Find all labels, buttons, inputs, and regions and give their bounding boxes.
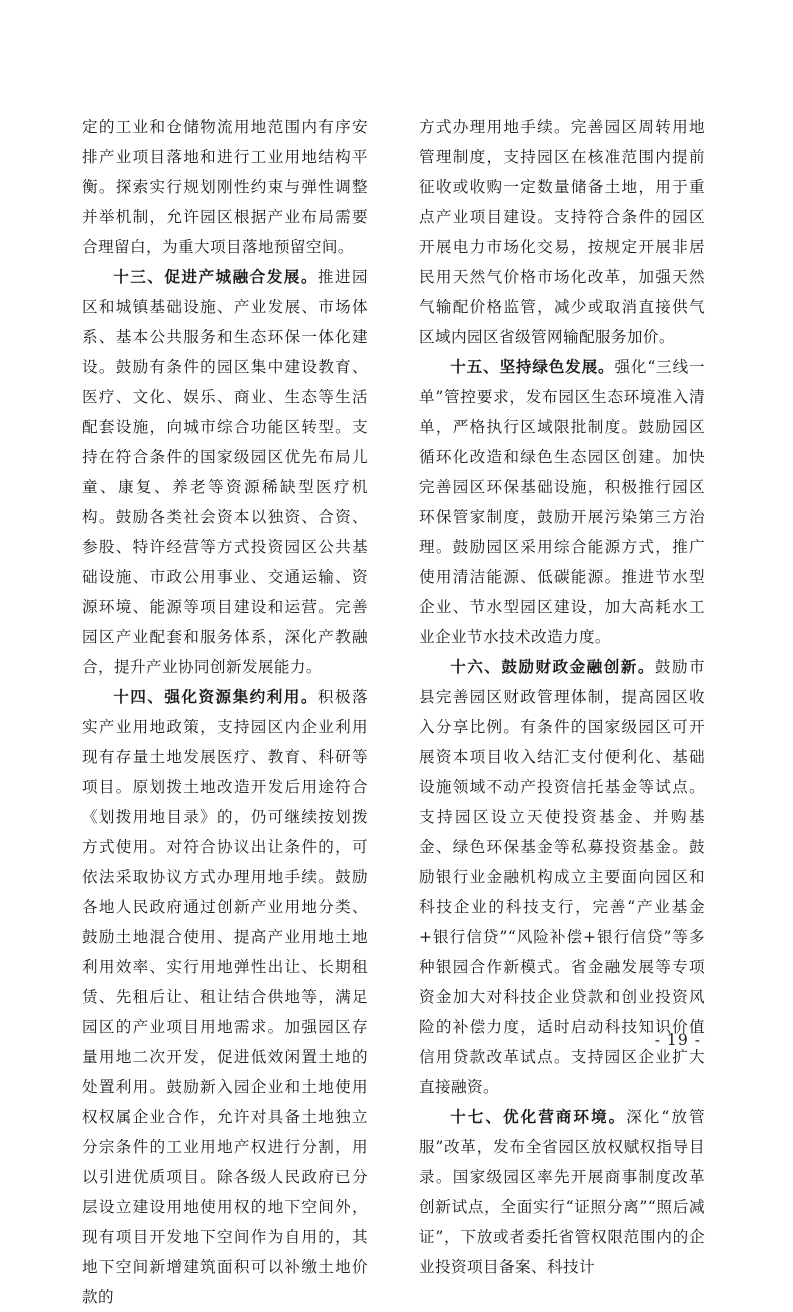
section-14-continuation: 方式办理用地手续。完善园区周转用地管理制度，支持园区在核准范围内提前征收或收购一定数量储备土地，用于重点产业项目建设。支持符合条件的园区开展电力市场化交易，按规定开展非居民用天然气价格市场化改革，加强天然气输配价格监管，减少或取消直接供气区域内园区省级管网输配服务加价。 [419,118,705,346]
section-13-paragraph [82,262,368,682]
paragraph-continuation: 定的工业和仓储物流用地范围内有序安排产业项目落地和进行工业用地结构平衡。探索实行规划刚性约束与弹性调整并举机制，允许园区根据产业布局需要合理留白，为重大项目落地预留空间。 [82,118,368,256]
page-number: - 19 - [654,1031,701,1049]
section-13-body: 推进园区和城镇基础设施、产业发展、市场体系、基本公共服务和生态环保一体化建设。鼓励有条件的园区集中建设教育、医疗、文化、娱乐、商业、生态等生活配套设施，向城市综合功能区转型。支持在符合条件的国家级园区优先布局儿童、康复、养老等资源稀缺型医疗机构。鼓励各类社会资本以独资、合资、参股、特许经营等方式投资园区公共基础设施、市政公用事业、交通运输、资源环境、能源等项目建设和运营。完善园区产业配套和服务体系，深化产教融合，提升产业协同创新发展能力。 [82,268,368,676]
section-17-heading: 十七、优化营商环境。 [450,1108,627,1126]
section-17-body: 深化“放管服”改革，发布全省园区放权赋权指导目录。国家级园区率先开展商事制度改革创新试点，全面实行“证照分离”“照后减证”，下放或者委托省管权限范围内的企业投资项目备案、科技计 [419,1108,705,1276]
section-15-body: 强化“三线一单”管控要求，发布园区生态环境准入清单，严格执行区域限批制度。鼓励园区循环化改造和绿色生态园区创建。加快完善园区环保基础设施，积极推行园区环保管家制度，鼓励开展污染第三方治理。鼓励园区采用综合能源方式，推广使用清洁能源、低碳能源。推进节水型企业、节水型园区建设，加大高耗水工业企业节水技术改造力度。 [419,358,705,646]
section-14-heading: 十四、强化资源集约利用。 [113,688,318,706]
section-14-body: 积极落实产业用地政策，支持园区内企业利用现有存量土地发展医疗、教育、科研等项目。原划拨土地改造开发后用途符合《划拨用地目录》的，仍可继续按划拨方式使用。对符合协议出让条件的，可依法采取协议方式办理用地手续。鼓励各地人民政府通过创新产业用地分类、鼓励土地混合使用、提高产业用地土地利用效率、实行用地弹性出让、长期租赁、先租后让、租让结合供地等，满足园区的产业项目用地需求。加强园区存量用地二次开发，促进低效闲置土地的处置利用。鼓励新入园企业和土地使用权权属企业合作，允许对具备土地独立分宗条件的工业用地产权进行分割，用以引进优质项目。除各级人民政府已分层设立建设用地使用权的地下空间外，现有项目开发地下空间作为自用的，其地下空间新增建筑面积可以补缴土地价款的 [82,688,368,1306]
left-text-column [82,112,368,1312]
section-17-paragraph [419,1102,705,1282]
section-13-heading: 十三、促进产城融合发展。 [113,268,318,286]
right-text-column [419,112,705,1282]
section-14-paragraph [82,682,368,1312]
section-15-paragraph [419,352,705,652]
section-16-heading: 十六、鼓励财政金融创新。 [450,658,655,676]
section-15-heading: 十五、坚持绿色发展。 [450,358,615,376]
section-16-body: 鼓励市县完善园区财政管理体制，提高园区收入分享比例。有条件的国家级园区可开展资本项目收入结汇支付便利化、基础设施领域不动产投资信托基金等试点。支持园区设立天使投资基金、并购基金、绿色环保基金等私募投资基金。鼓励银行业金融机构成立主要面向园区和科技企业的科技支行，完善“产业基金+银行信贷”“风险补偿+银行信贷”等多种银园合作新模式。省金融发展等专项资金加大对科技企业贷款和创业投资风险的补偿力度，适时启动科技知识价值信用贷款改革试点。支持园区企业扩大直接融资。 [419,658,705,1096]
